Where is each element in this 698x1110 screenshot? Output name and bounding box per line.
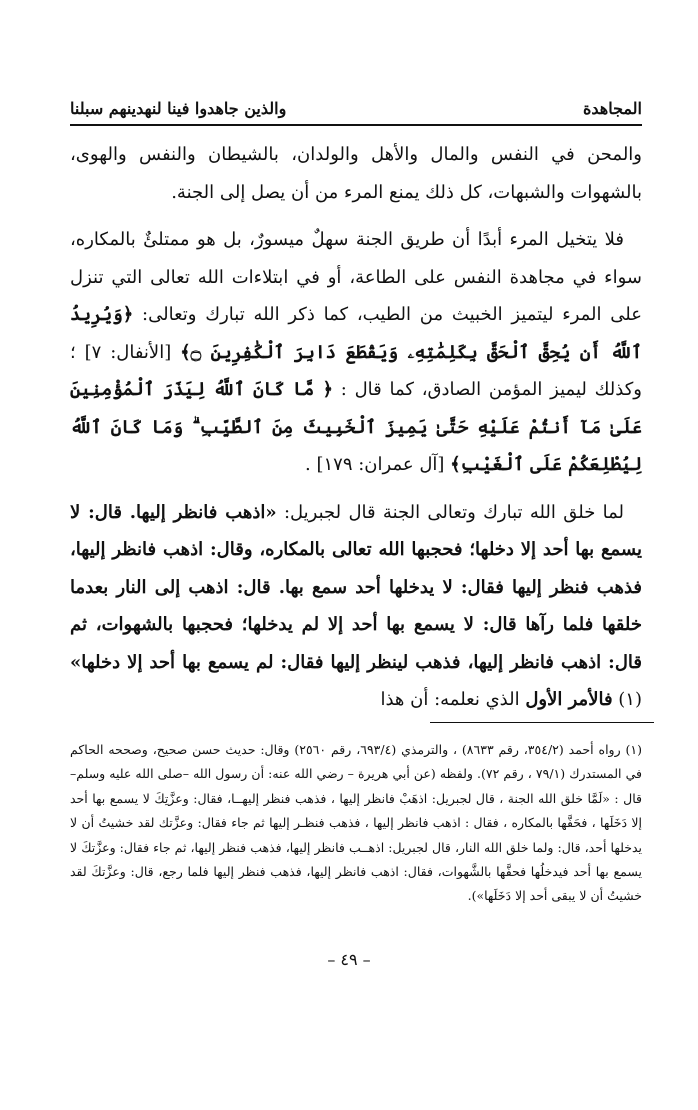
hadith-quote: «اذهب فانظر إليها. قال: لا يسمع بها أحد إلا دخلها؛ فحجبها الله تعالى بالمكاره، وقال: اذهب فانظر إليها، فذهب فنظر إليها فقال: لا يدخلها أحد سمع بها. قال: اذهب إلى النار بعدما خلقها فلما رآها قال: لا يسمع بها أحد إلا لم يدخلها؛ فحجبها بالشهوات، ثم قال: اذهب فانظر إليها، فذهب لينظر إليها فقال: لم يسمع بها أحد إلا دخلها» bbox=[70, 501, 642, 673]
footnote-text: (١) رواه أحمد (٣٥٤/٢، رقم ٨٦٣٣) ، والترمذي (٦٩٣/٤، رقم ٢٥٦٠) وقال: حديث حسن صحيح، وصححه الحاكم في المستدرك (٧٩/١ ، رقم ٧٢). ولفظه (عن أبي هريرة – رضي الله عنه: أن رسول الله –صلى الله عليه وسلم– قال : «لَمَّا خلق الله الجنة ، قال لجبريل: اذهَبْ فانظر إليها ، فذهب فنظر إليهــا، فقال: وعزَّتِكَ لا يسمع بها أحد إلا دَخَلَها ، فحَفَّها بالمكاره ، فقال : اذهب فانظر إليها ، فذهب فنظـر إليها ثم جاء فقال: وعزَّتك لقد خشيتُ أن لا يدخلها أحد، قال: ولما خلق الله النار، قال لجبريل: اذهــب فانظر إليها، فذهب فنظر إليها، ثم جاء فقال: وعزَّتكَ لا يسمع بها أحد فيدخلُها فحفَّها بالشَّهوات، فقال: اذهب فانظر إليها، فذهب فنظر إليها فلما رجع، قال: وعزَّتكَ لقد خشيتُ أن لا يبقى أحد إلا دَخَلَها»). bbox=[70, 742, 642, 904]
footnote-marker: (١) bbox=[612, 689, 642, 710]
verse-reference-al-imran: [آل عمران: ١٧٩] . bbox=[305, 454, 451, 475]
paragraph-2 bbox=[70, 221, 642, 484]
main-text bbox=[70, 136, 642, 729]
paragraph-2-text-b: ؛ وكذلك ليميز المؤمن الصادق، كما قال : bbox=[70, 341, 642, 400]
paragraph-3 bbox=[70, 494, 642, 719]
footnote bbox=[70, 738, 642, 909]
paragraph-1: والمحن في النفس والمال والأهل والولدان، بالشيطان والنفس والهوى، بالشهوات والشبهات، كل ذلك يمنع المرء من أن يصل إلى الجنة. bbox=[70, 144, 642, 203]
footnote-divider bbox=[430, 722, 654, 723]
running-header bbox=[70, 88, 642, 118]
quran-verse-al-imran: ﴿ مَّا كَانَ ٱللَّهُ لِيَذَرَ ٱلْمُؤْمِنِينَ عَلَىٰ مَآ أَنتُمْ عَلَيْهِ حَتَّىٰ يَمِيزَ ٱلْخَبِيثَ مِنَ ٱلطَّيِّبِ ۗ وَمَا كَانَ ٱللَّهُ لِيُطْلِعَكُمْ عَلَى ٱلْغَيْبِ﴾ bbox=[70, 379, 642, 475]
chapter-title: المجاهدة bbox=[583, 99, 642, 118]
paragraph-3-text-a: لما خلق الله تبارك وتعالى الجنة قال لجبريل: bbox=[276, 501, 624, 523]
page-number: – ٤٩ – bbox=[327, 950, 371, 969]
paragraph-2-text-a: فلا يتخيل المرء أبدًا أن طريق الجنة سهلٌ ميسورٌ، بل هو ممتلئٌ بالمكاره، سواء في مجاهدة النفس على الطاعة، أو في ابتلاءات الله تعالى التي تنزل على المرء ليتميز الخبيث من الطيب، كما ذكر الله تبارك وتعالى: bbox=[70, 229, 642, 325]
header-divider bbox=[70, 124, 642, 126]
emphasis-first-matter: فالأمر الأول bbox=[525, 689, 613, 710]
paragraph-3-text-b: الذي نعلمه: أن هذا bbox=[380, 689, 526, 710]
book-title: والذين جاهدوا فينا لنهدينهم سبلنا bbox=[70, 99, 287, 118]
quran-verse-anfal: ﴿وَيُرِيدُ ٱللَّهُ أَن يُحِقَّ ٱلْحَقَّ بِكَلِمَٰتِهِۦ وَيَقْطَعَ دَابِرَ ٱلْكَٰفِرِينَ ۝﴾ bbox=[70, 304, 642, 363]
verse-reference-anfal: [الأنفال: ٧] bbox=[84, 341, 181, 363]
